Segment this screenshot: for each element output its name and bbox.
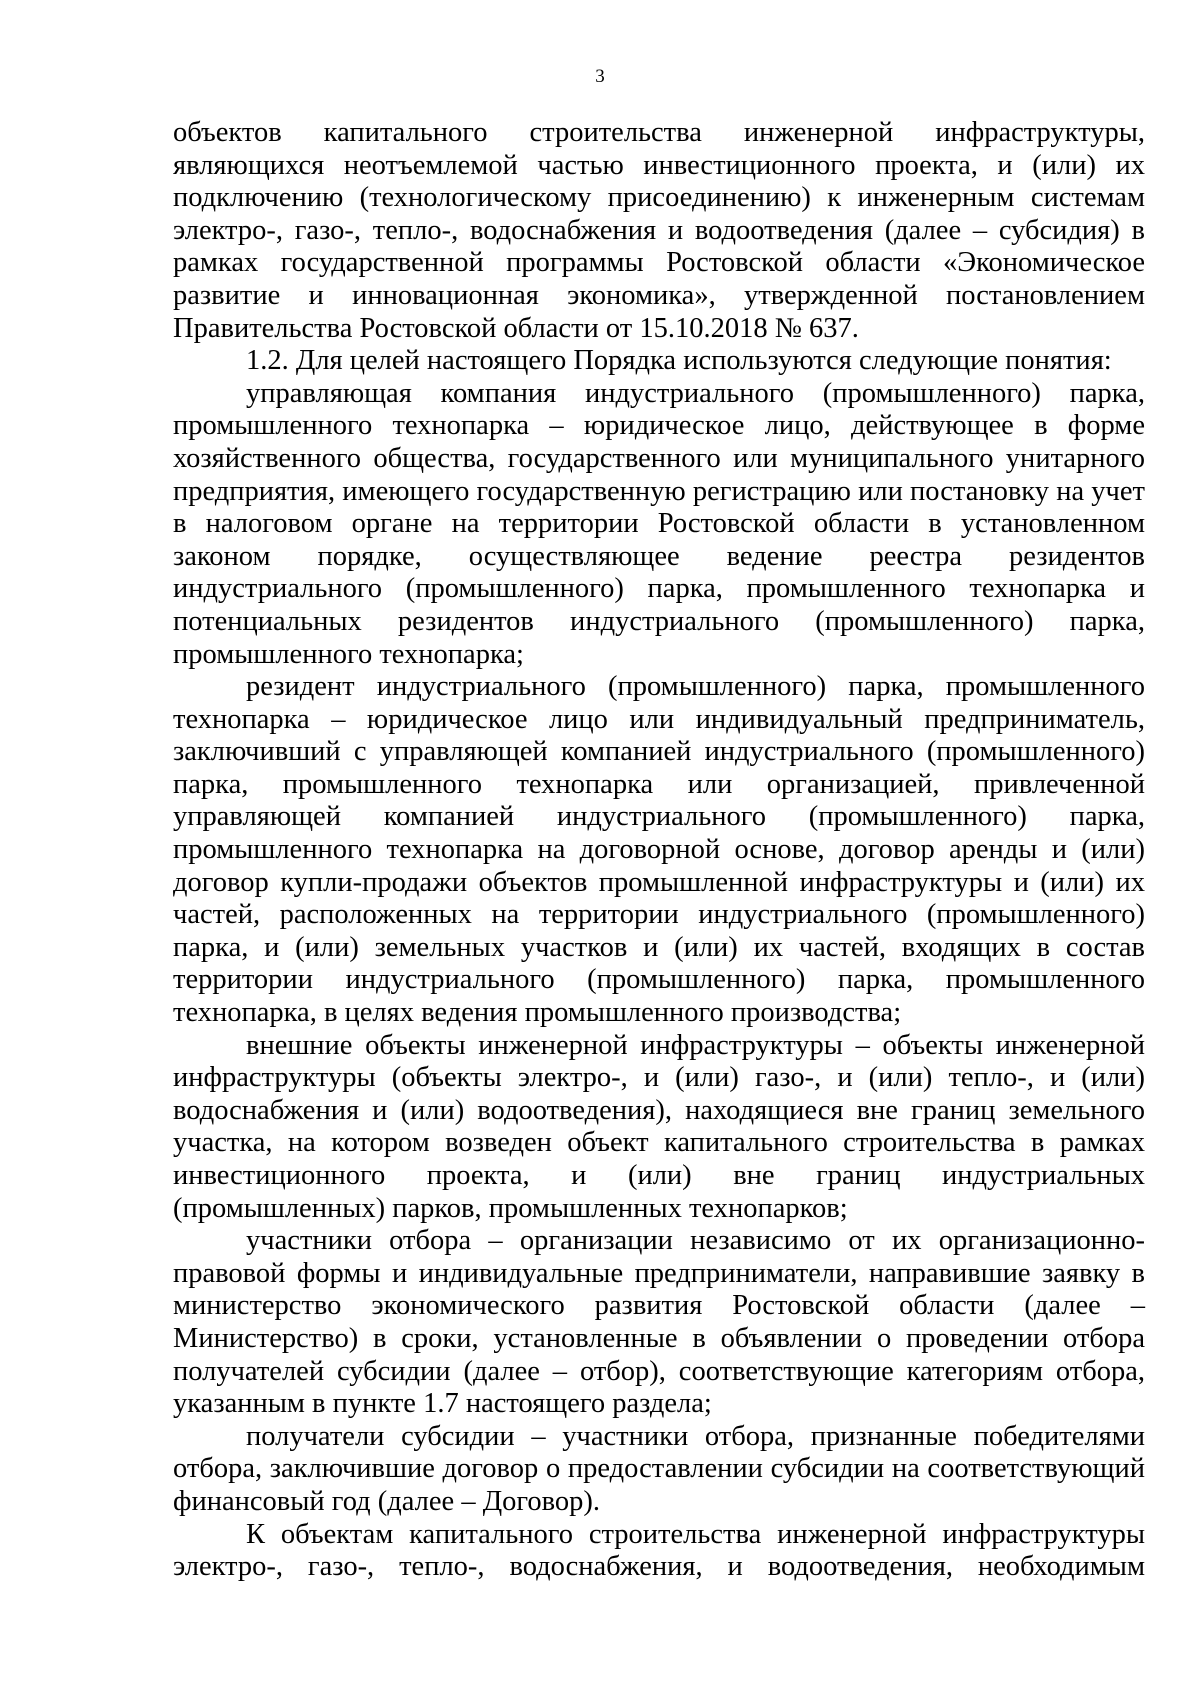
paragraph-management-company: управляющая компания индустриального (промышленного) парка, промышленного технопарка – юридическое лицо, действующее в форме хозяйственного общества, государственного или муниципального унитарного предприятия, имеющего государственную регистрацию или постановку на учет в налоговом органе на территории Ростовской области в установленном законом порядке, осуществляющее ведение реестра резидентов индустриального (промышленного) парка, промышленного технопарка и потенциальных резидентов индустриального (промышленного) парка, промышленного технопарка; bbox=[173, 377, 1145, 670]
paragraph-resident: резидент индустриального (промышленного) парка, промышленного технопарка – юридическое лицо или индивидуальный предприниматель, заключивший с управляющей компанией индустриального (промышленного) парка, промышленного технопарка или организацией, привлеченной управляющей компанией индустриального (промышленного) парка, промышленного технопарка на договорной основе, договор аренды и (или) договор купли-продажи объектов промышленной инфраструктуры и (или) их частей, расположенных на территории индустриального (промышленного) парка, и (или) земельных участков и (или) их частей, входящих в состав территории индустриального (промышленного) парка, промышленного технопарка, в целях ведения промышленного производства; bbox=[173, 671, 1145, 1029]
paragraph-selection-participants: участники отбора – организации независимо от их организационно-правовой формы и индивидуальные предприниматели, направившие заявку в министерство экономического развития Ростовской области (далее – Министерство) в сроки, установленные в объявлении о проведении отбора получателей субсидии (далее – отбор), соответствующие категориям отбора, указанным в пункте 1.7 настоящего раздела; bbox=[173, 1225, 1145, 1420]
paragraph-1-2: 1.2. Для целей настоящего Порядка используются следующие понятия: bbox=[246, 345, 1112, 377]
paragraph-subsidy-recipients: получатели субсидии – участники отбора, признанные победителями отбора, заключившие договор о предоставлении субсидии на соответствующий финансовый год (далее – Договор). bbox=[173, 1420, 1145, 1517]
paragraph-continuation: объектов капитального строительства инженерной инфраструктуры, являющихся неотъемлемой частью инвестиционного проекта, и (или) их подключению (технологическому присоединению) к инженерным системам электро-, газо-, тепло-, водоснабжения и водоотведения (далее – субсидия) в рамках государственной программы Ростовской области «Экономическое развитие и инновационная экономика», утвержденной постановлением Правительства Ростовской области от 15.10.2018 № 637. bbox=[173, 117, 1145, 344]
paragraph-external-objects: внешние объекты инженерной инфраструктуры – объекты инженерной инфраструктуры (объекты электро-, и (или) газо-, и (или) тепло-, и (или) водоснабжения и (или) водоотведения), находящиеся вне границ земельного участка, на котором возведен объект капитального строительства в рамках инвестиционного проекта, и (или) вне границ индустриальных (промышленных) парков, промышленных технопарков; bbox=[173, 1029, 1145, 1224]
paragraph-capital-construction-objects: К объектам капитального строительства инженерной инфраструктуры электро-, газо-, тепло-, водоснабжения, и водоотведения, необходимым bbox=[173, 1518, 1145, 1583]
document-body bbox=[173, 117, 1145, 1584]
page-number: 3 bbox=[595, 66, 605, 87]
